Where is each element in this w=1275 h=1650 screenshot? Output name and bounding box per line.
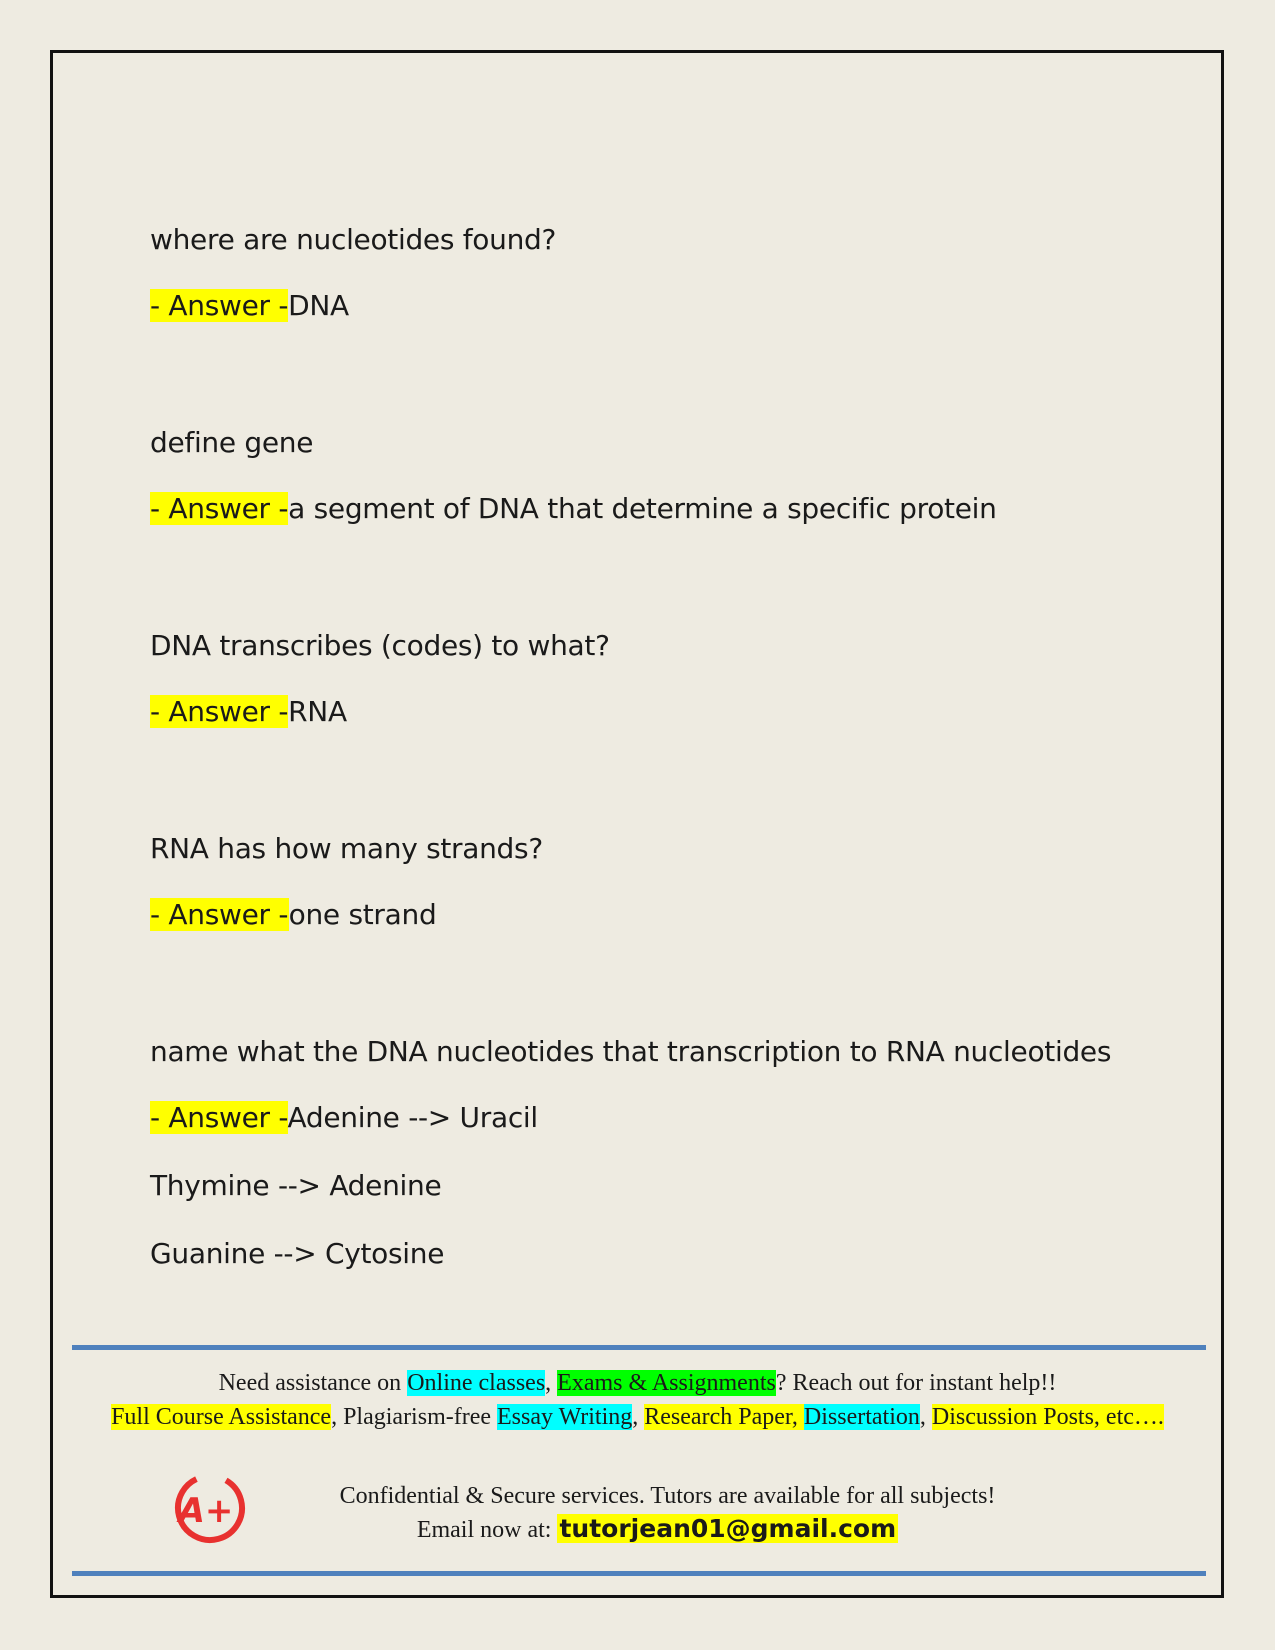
full-course-highlight: Full Course Assistance: [111, 1404, 332, 1430]
email-link[interactable]: tutorjean01@gmail.com: [559, 1514, 897, 1543]
question-text: DNA transcribes (codes) to what?: [150, 629, 610, 662]
online-classes-highlight: Online classes: [407, 1370, 546, 1396]
essay-writing-highlight: Essay Writing: [497, 1404, 633, 1430]
footer-line-3: Confidential & Secure services. Tutors are available for all subjects!: [339, 1483, 996, 1509]
page-border: [50, 50, 1224, 1598]
answer-tag: - Answer -: [150, 289, 289, 322]
footer-text-segment: ,: [919, 1404, 932, 1430]
footer-line-1: [0, 1368, 1275, 1398]
question-text: define gene: [150, 426, 314, 459]
answer-text: Adenine --> Uracil: [287, 1101, 538, 1134]
answer-tag: - Answer -: [150, 1101, 288, 1134]
answer-text: one strand: [288, 898, 437, 931]
question-text: name what the DNA nucleotides that transcription to RNA nucleotides: [150, 1035, 1112, 1068]
footer-text-segment: ? Reach out for instant help!!: [775, 1370, 1057, 1396]
answer-line: [150, 288, 349, 324]
answer-tag: - Answer -: [150, 492, 289, 525]
question-text: RNA has how many strands?: [150, 832, 543, 865]
answer-line: [150, 897, 436, 933]
answer-text: DNA: [288, 289, 349, 322]
question-text: where are nucleotides found?: [150, 223, 557, 256]
exams-assignments-highlight: Exams & Assignments: [557, 1370, 776, 1396]
answer-text: Thymine --> Adenine: [150, 1169, 442, 1202]
answer-line: [150, 694, 347, 730]
answer-line: [150, 1100, 538, 1136]
footer-text-segment: ,: [545, 1370, 558, 1396]
email-label: Email now at:: [416, 1517, 558, 1543]
answer-tag: - Answer -: [150, 898, 289, 931]
footer-text-segment: ,: [632, 1404, 645, 1430]
footer-email-line: [20, 1514, 1275, 1545]
answer-tag: - Answer -: [150, 695, 289, 728]
research-paper-highlight: Research Paper,: [644, 1404, 804, 1430]
footer-line-2: [0, 1402, 1275, 1432]
answer-line: [150, 491, 997, 527]
answer-text: a segment of DNA that determine a specific protein: [288, 492, 997, 525]
dissertation-highlight: Dissertation: [803, 1404, 920, 1430]
discussion-posts-highlight: Discussion Posts, etc….: [931, 1404, 1164, 1430]
footer-text-segment: , Plagiarism-free: [331, 1404, 498, 1430]
answer-text: RNA: [288, 695, 347, 728]
svg-text:A+: A+: [178, 1491, 234, 1531]
footer-text-segment: Need assistance on: [218, 1370, 408, 1396]
footer-bottom-rule: [72, 1571, 1206, 1576]
answer-text: Guanine --> Cytosine: [150, 1237, 445, 1270]
footer-top-rule: [72, 1345, 1206, 1350]
